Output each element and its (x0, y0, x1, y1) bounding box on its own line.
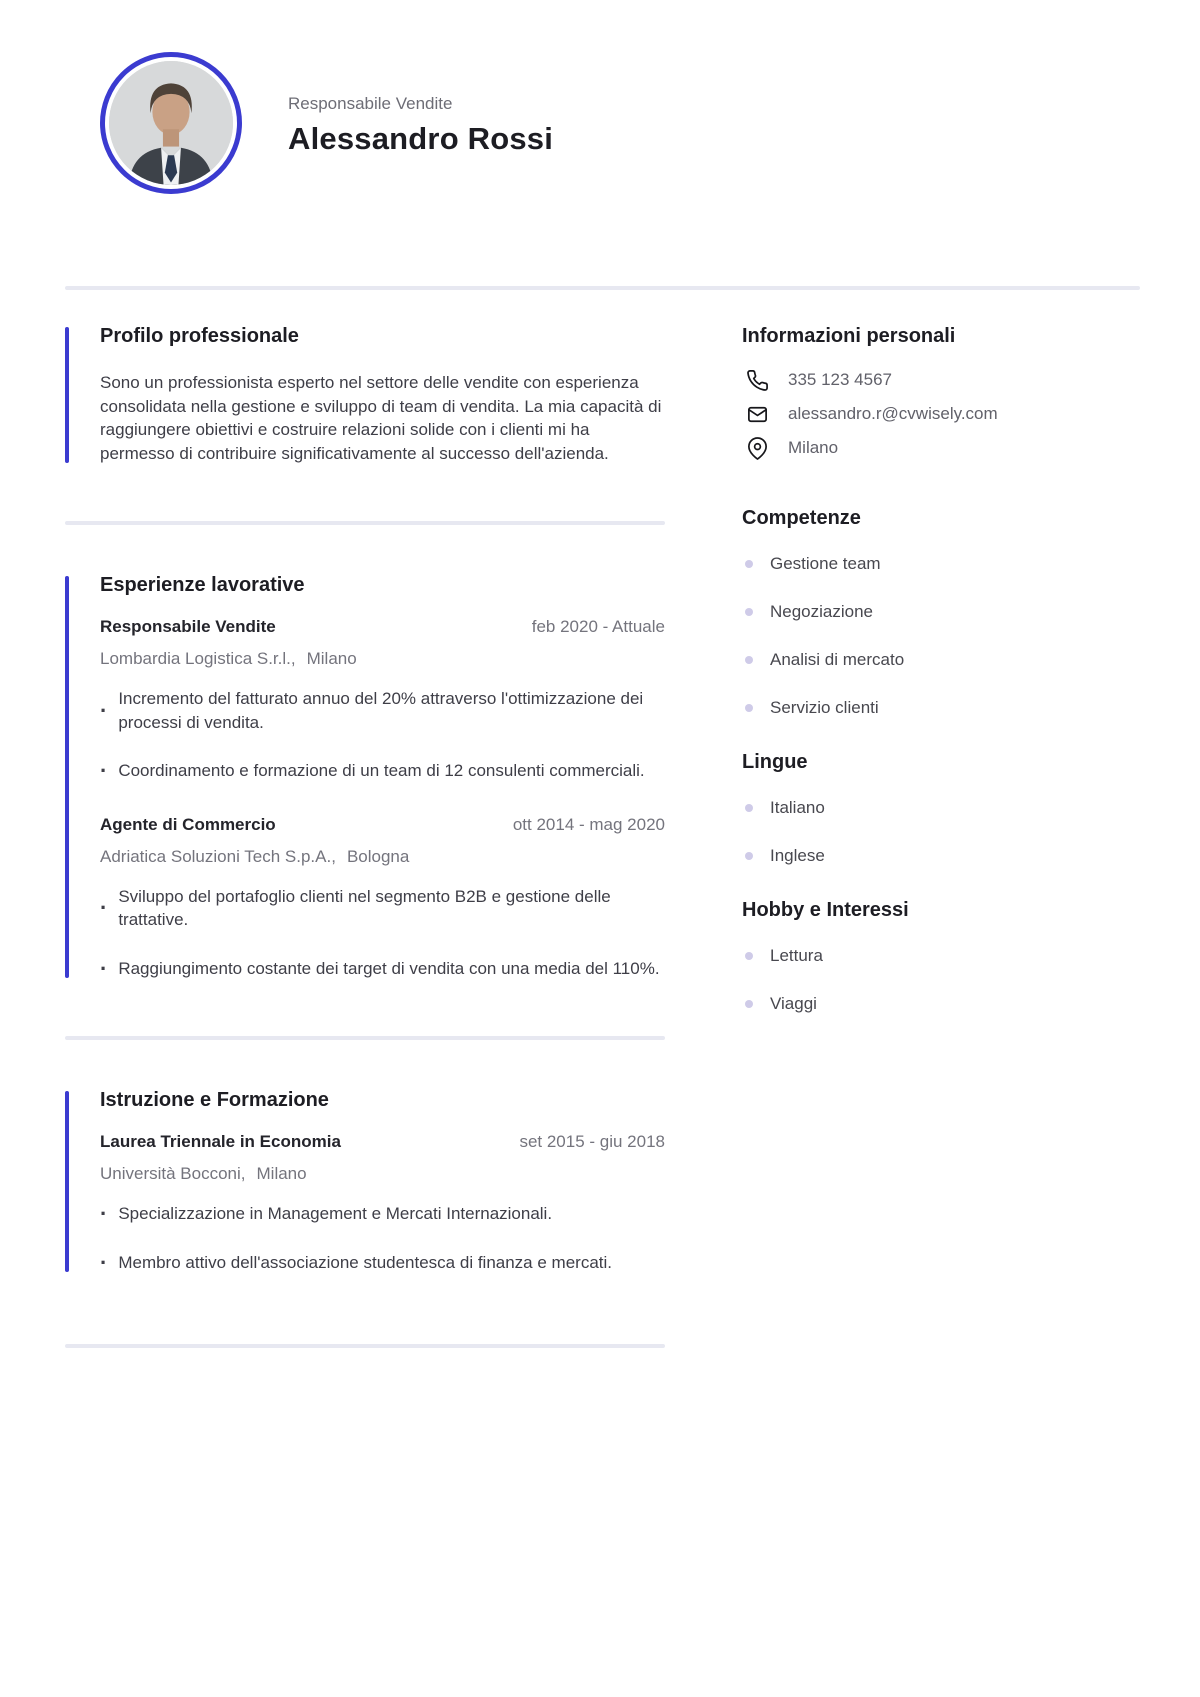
education-bullet (100, 1251, 665, 1275)
profile-text: Sono un professionista esperto nel settore delle vendite con esperienza consolidata nella gestione e sviluppo di team di vendita. La mia capacità di raggiungere obiettivi e costruire relazioni solide con i clienti mi ha permesso di contribuire significativamente al successo dell'azienda. (100, 373, 662, 463)
hobbies-title: Hobby e Interessi (742, 899, 909, 921)
left-column (65, 324, 665, 1348)
bullet-dot-icon (745, 952, 753, 960)
job-company-line (100, 647, 665, 671)
education-degree: Laurea Triennale in Economia (100, 1132, 341, 1151)
skill-label: Servizio clienti (770, 698, 879, 717)
job-role: Agente di Commercio (100, 814, 276, 834)
language-item (742, 842, 1140, 870)
bullet-dot-icon (745, 852, 753, 860)
section-skills (742, 506, 1140, 722)
contact-email: alessandro.r@cvwisely.com (788, 404, 998, 423)
job-company: Lombardia Logistica S.r.l., (100, 649, 296, 668)
header-job-title: Responsabile Vendite (288, 94, 453, 113)
skills-list (742, 550, 1140, 722)
education-location: Milano (256, 1164, 307, 1183)
section-experience (65, 573, 665, 980)
right-column (742, 324, 1140, 1018)
job-company-line (100, 845, 665, 869)
job-bullets (100, 885, 665, 981)
hobby-item (742, 942, 1140, 970)
education-bullet (100, 1202, 665, 1226)
contact-title: Informazioni personali (742, 325, 956, 347)
job-bullet-text: · Raggiungimento costante dei target di vendita con una media del 110%. (118, 958, 660, 978)
education-bullet-text: · Specializzazione in Management e Mercati Internazionali. (118, 1204, 553, 1223)
language-label: Inglese (770, 846, 825, 865)
job-bullets (100, 687, 665, 783)
education-entry (100, 1130, 665, 1274)
section-divider (65, 521, 665, 525)
skill-label: Gestione team (770, 554, 881, 573)
skills-title: Competenze (742, 507, 861, 529)
contact-row (742, 402, 1140, 426)
job-role: Responsabile Vendite (100, 617, 276, 636)
skill-item (742, 550, 1140, 578)
experience-entry (100, 615, 665, 783)
job-dates: ott 2014 - mag 2020 (512, 814, 665, 834)
education-school-line (100, 1162, 665, 1186)
education-school: Università Bocconi, (100, 1164, 246, 1183)
main-content (0, 290, 1200, 1348)
hobby-label: Viaggi (770, 994, 817, 1013)
section-languages (742, 750, 1140, 870)
job-bullet-text: · Coordinamento e formazione di un team di 12 consulenti commerciali. (118, 761, 645, 780)
hobby-item (742, 990, 1140, 1018)
job-dates: feb 2020 - Attuale (531, 617, 665, 636)
education-title: Istruzione e Formazione (100, 1089, 329, 1111)
header-name: Alessandro Rossi (288, 121, 554, 156)
hobby-label: Lettura (770, 946, 823, 965)
skill-item (742, 694, 1140, 722)
contact-row (742, 436, 1140, 460)
header (0, 0, 1200, 194)
bullet-dot-icon (745, 608, 753, 616)
bottom-divider (65, 1344, 665, 1348)
job-company: Adriatica Soluzioni Tech S.p.A., (100, 846, 336, 866)
education-bullet-text: · Membro attivo dell'associazione studentesca di finanza e mercati. (118, 1252, 612, 1272)
job-location: Bologna (346, 846, 410, 866)
skill-item (742, 598, 1140, 626)
skill-item (742, 646, 1140, 674)
contact-row (742, 368, 1140, 392)
experience-entry (100, 813, 665, 981)
job-header (100, 813, 665, 837)
profile-photo-image (109, 61, 233, 185)
languages-title: Lingue (742, 751, 808, 773)
skill-label: Negoziazione (770, 602, 874, 621)
section-education (65, 1088, 665, 1274)
language-item (742, 794, 1140, 822)
bullet-dot-icon (745, 656, 753, 664)
header-text (288, 52, 553, 194)
profile-title: Profilo professionale (100, 325, 299, 347)
job-header (100, 615, 665, 639)
profile-photo (100, 52, 242, 194)
contact-phone: 335 123 4567 (788, 370, 892, 389)
section-divider (65, 1036, 665, 1040)
job-bullet (100, 957, 665, 981)
job-bullet-text: · Incremento del fatturato annuo del 20% attraverso l'ottimizzazione dei processi di vendita. (118, 689, 644, 732)
bullet-dot-icon (745, 704, 753, 712)
phone-icon (746, 369, 769, 392)
location-icon (746, 437, 769, 460)
section-profile (65, 324, 665, 465)
job-bullet (100, 885, 665, 932)
bullet-dot-icon (745, 1000, 753, 1008)
job-bullet (100, 759, 665, 783)
education-header (100, 1130, 665, 1154)
languages-list (742, 794, 1140, 870)
hobbies-list (742, 942, 1140, 1018)
bullet-dot-icon (745, 804, 753, 812)
bullet-dot-icon (745, 560, 753, 568)
contact-location: Milano (788, 438, 839, 457)
education-bullets (100, 1202, 665, 1274)
job-bullet-text: · Sviluppo del portafoglio clienti nel segmento B2B e gestione delle trattative. (118, 886, 611, 929)
email-icon (746, 403, 769, 426)
job-location: Milano (306, 649, 357, 668)
experience-title: Esperienze lavorative (100, 574, 305, 596)
education-dates: set 2015 - giu 2018 (519, 1132, 665, 1151)
section-hobbies (742, 898, 1140, 1018)
section-contact (742, 324, 1140, 460)
skill-label: Analisi di mercato (770, 650, 905, 669)
job-bullet (100, 687, 665, 734)
language-label: Italiano (770, 798, 825, 817)
